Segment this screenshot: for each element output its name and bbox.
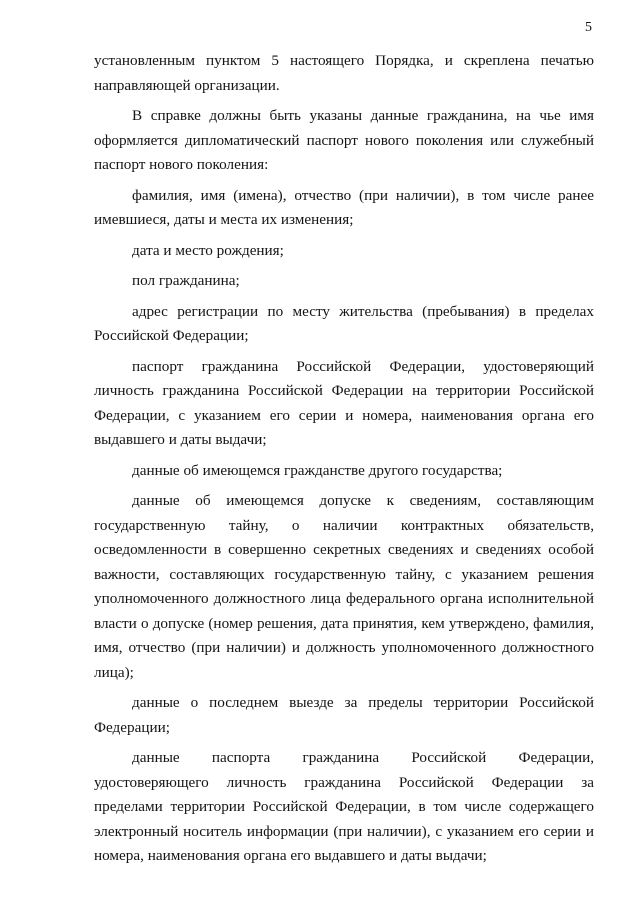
paragraph-certificate-requirements: В справке должны быть указаны данные гражданина, на чье имя оформляется дипломатический паспорт нового поколения или служебный паспорт нового поколения: [94, 107, 594, 173]
page-number: 5 [585, 20, 592, 35]
list-item-name: фамилия, имя (имена), отчество (при наличии), в том числе ранее имевшиеся, даты и места их изменения; [94, 186, 594, 228]
list-item-birth: дата и место рождения; [132, 241, 284, 259]
list-item-sex: пол гражданина; [132, 272, 240, 289]
list-item-internal-passport: паспорт гражданина Российской Федерации, удостоверяющий личность гражданина Российской Федерации на территории Российской Федерации, с указанием его серии и номера, наименования органа его выдавшего и даты выдачи; [94, 357, 594, 448]
list-item-last-departure: данные о последнем выезде за пределы территории Российской Федерации; [94, 694, 594, 736]
document-body [94, 49, 594, 875]
list-item-state-secret-access: данные об имеющемся допуске к сведениям, составляющим государственную тайну, о наличии контрактных обязательств, осведомленности в совершенно секретных сведениях и сведениях особой важности, составляющих государственную тайну, с указанием решения уполномоченного должностного лица федерального органа исполнительной власти о допуске (номер решения, дата принятия, кем утверждено, фамилия, имя, отчество (при наличии) и должность уполномоченного должностного лица); [94, 492, 594, 681]
list-item-address: адрес регистрации по месту жительства (пребывания) в пределах Российской Федерации; [94, 302, 594, 344]
paragraph-continuation: установленным пунктом 5 настоящего Порядка, и скреплена печатью направляющей организации. [94, 52, 594, 94]
list-item-foreign-passport: данные паспорта гражданина Российской Федерации, удостоверяющего личность гражданина Российской Федерации за пределами территории Российской Федерации, в том числе содержащего электронный носитель информации (при наличии), с указанием его серии и номера, наименования органа его выдавшего и даты выдачи; [94, 749, 594, 864]
list-item-other-citizenship: данные об имеющемся гражданстве другого государства; [132, 461, 503, 479]
